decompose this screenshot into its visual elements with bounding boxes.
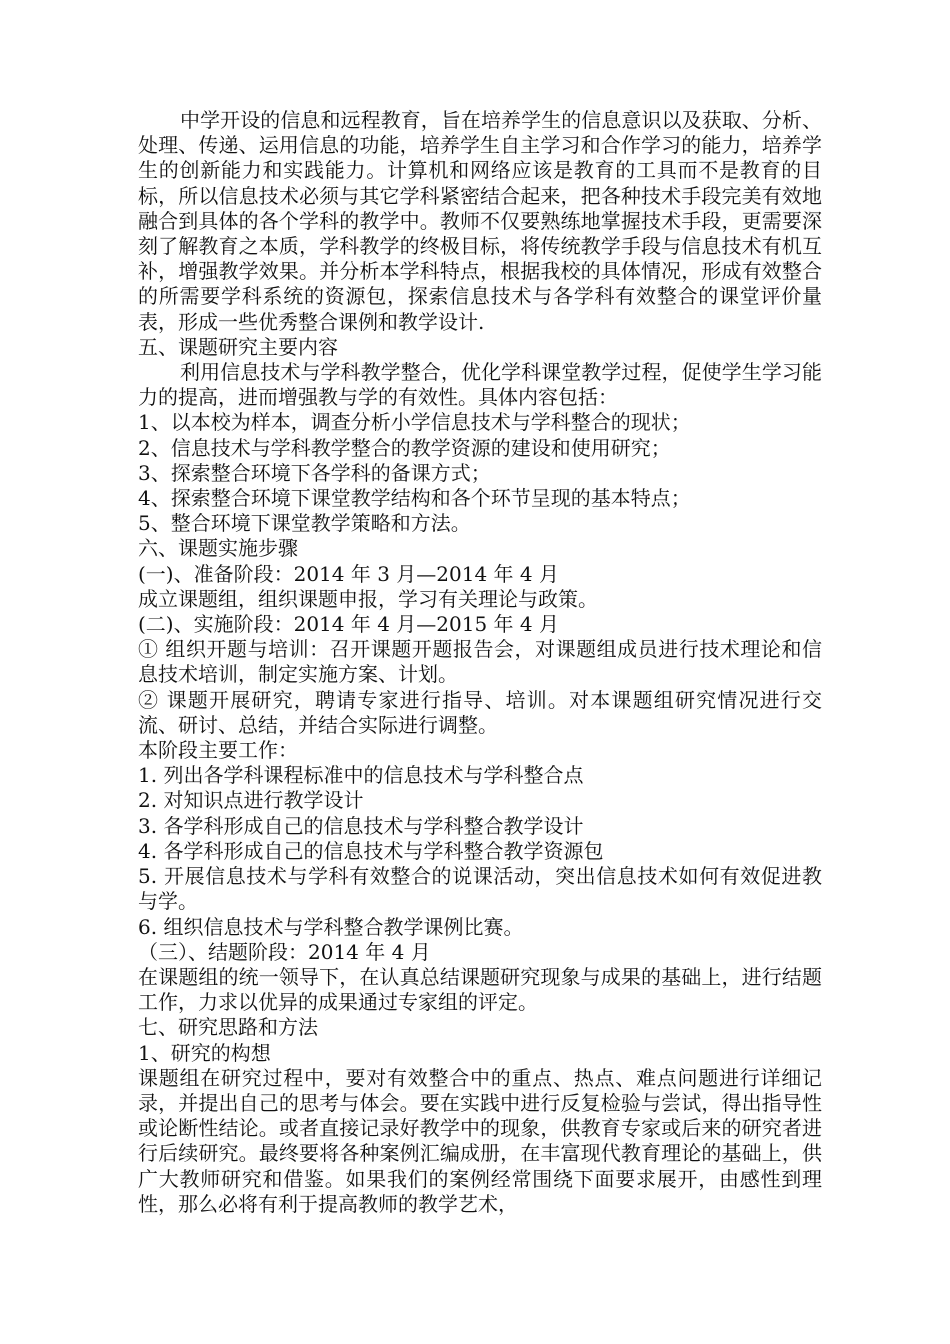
main-work-item: 3. 各学科形成自己的信息技术与学科整合教学设计 [138, 813, 584, 838]
stage-2-step-2: ② 课题开展研究，聘请专家进行指导、培训。对本课题组研究情况进行交流、研讨、总结，并结合实际进行调整。 [138, 687, 822, 737]
content-item: 4、探索整合环境下课堂教学结构和各个环节呈现的基本特点； [138, 486, 691, 511]
stage-1-text: 成立课题组，组织课题申报，学习有关理论与政策。 [138, 586, 598, 611]
section-6-heading: 六、课题实施步骤 [138, 536, 298, 561]
subsection-1-heading: 1、研究的构想 [138, 1040, 271, 1065]
content-item: 1、以本校为样本，调查分析小学信息技术与学科整合的现状； [138, 410, 691, 435]
stage-1-heading: (一)、准备阶段：2014 年 3 月—2014 年 4 月 [138, 561, 559, 586]
main-work-item: 6. 组织信息技术与学科整合教学课例比赛。 [138, 914, 524, 939]
content-item: 3、探索整合环境下各学科的备课方式； [138, 460, 491, 485]
main-work-item: 5. 开展信息技术与学科有效整合的说课活动，突出信息技术如何有效促进教与学。 [138, 864, 822, 914]
content-item: 2、信息技术与学科教学整合的教学资源的建设和使用研究； [138, 435, 671, 460]
stage-2-heading: (二)、实施阶段：2014 年 4 月—2015 年 4 月 [138, 612, 559, 637]
section-7-heading: 七、研究思路和方法 [138, 1015, 318, 1040]
main-work-item: 2. 对知识点进行教学设计 [138, 788, 364, 813]
section-5-intro: 利用信息技术与学科教学整合，优化学科课堂教学过程，促使学生学习能力的提高，进而增强教与学的有效性。具体内容包括： [138, 360, 822, 410]
stage-3-text: 在课题组的统一领导下，在认真总结课题研究现象与成果的基础上，进行结题工作，力求以优异的成果通过专家组的评定。 [138, 964, 822, 1015]
main-work-heading: 本阶段主要工作： [138, 738, 298, 763]
intro-paragraph: 中学开设的信息和远程教育，旨在培养学生的信息意识以及获取、分析、处理、传递、运用信息的功能，培养学生自主学习和合作学习的能力，培养学生的创新能力和实践能力。计算机和网络应该是教育的工具而不是教育的目标，所以信息技术必须与其它学科紧密结合起来，把各种技术手段完美有效地融合到具体的各个学科的教学中。教师不仅要熟练地掌握技术手段，更需要深刻了解教育之本质，学科教学的终极目标，将传统教学手段与信息技术有机互补，增强教学效果。并分析本学科特点，根据我校的具体情况，形成有效整合的所需要学科系统的资源包，探索信息技术与各学科有效整合的课堂评价量表，形成一些优秀整合课例和教学设计. [138, 108, 822, 334]
stage-3-heading: （三）、结题阶段：2014 年 4 月 [138, 939, 431, 964]
stage-2-step-1: ① 组织开题与培训：召开课题开题报告会，对课题组成员进行技术理论和信息技术培训，制定实施方案、计划。 [138, 637, 822, 687]
main-work-item: 4. 各学科形成自己的信息技术与学科整合教学资源包 [138, 838, 604, 863]
section-5-heading: 五、课题研究主要内容 [138, 334, 338, 359]
document-page [138, 108, 822, 1217]
content-item: 5、整合环境下课堂教学策略和方法。 [138, 511, 471, 536]
main-work-item: 1. 列出各学科课程标准中的信息技术与学科整合点 [138, 763, 584, 788]
subsection-1-text: 课题组在研究过程中，要对有效整合中的重点、热点、难点问题进行详细记录，并提出自己的思考与体会。要在实践中进行反复检验与尝试，得出指导性或论断性结论。或者直接记录好教学中的现象，供教育专家或后来的研究者进行后续研究。最终要将各种案例汇编成册，在丰富现代教育理论的基础上，供广大教师研究和借鉴。如果我们的案例经常围绕下面要求展开，由感性到理性，那么必将有利于提高教师的教学艺术， [138, 1065, 822, 1216]
